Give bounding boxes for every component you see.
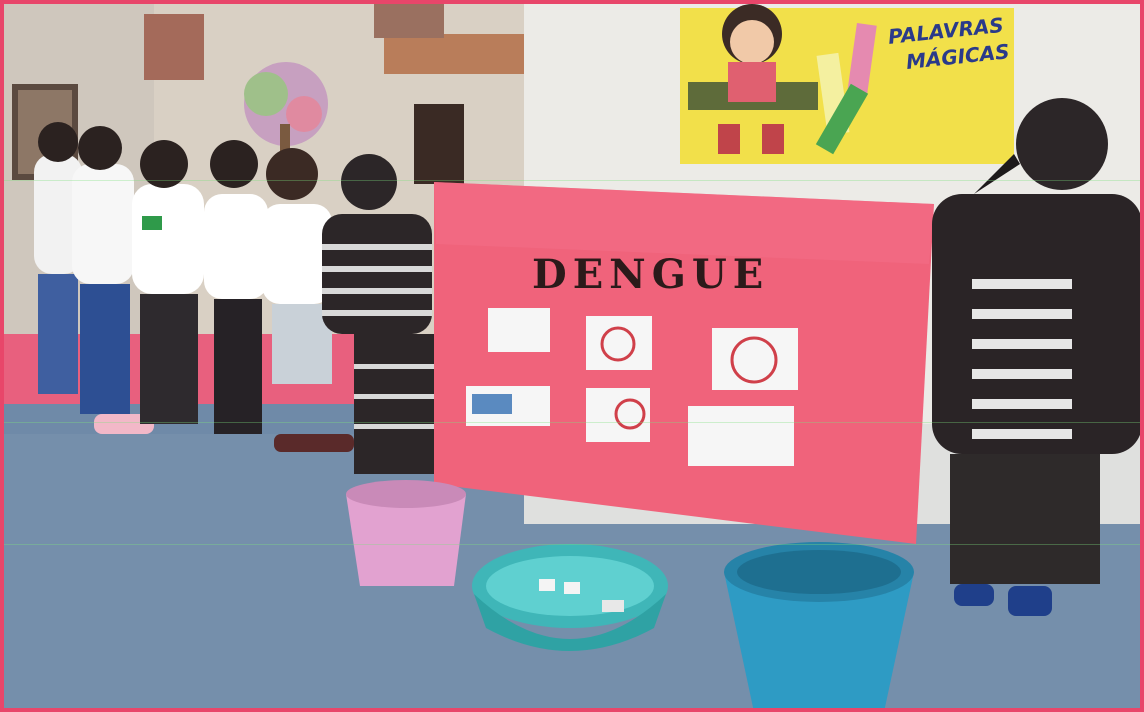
banner-card — [488, 308, 550, 352]
blue-bucket — [724, 542, 914, 712]
photo-scene — [4, 4, 1144, 712]
banner-card — [586, 388, 650, 442]
pink-bucket — [346, 480, 466, 586]
doorway — [414, 104, 464, 184]
poster-line2: MÁGICAS — [904, 39, 1011, 74]
dengue-banner — [434, 182, 934, 544]
banner-title: DENGUE — [532, 251, 770, 298]
poster-line1: PALAVRAS — [886, 12, 1005, 49]
banner-card — [586, 316, 652, 370]
banner-card — [688, 406, 794, 466]
wall-poster — [680, 4, 1014, 164]
